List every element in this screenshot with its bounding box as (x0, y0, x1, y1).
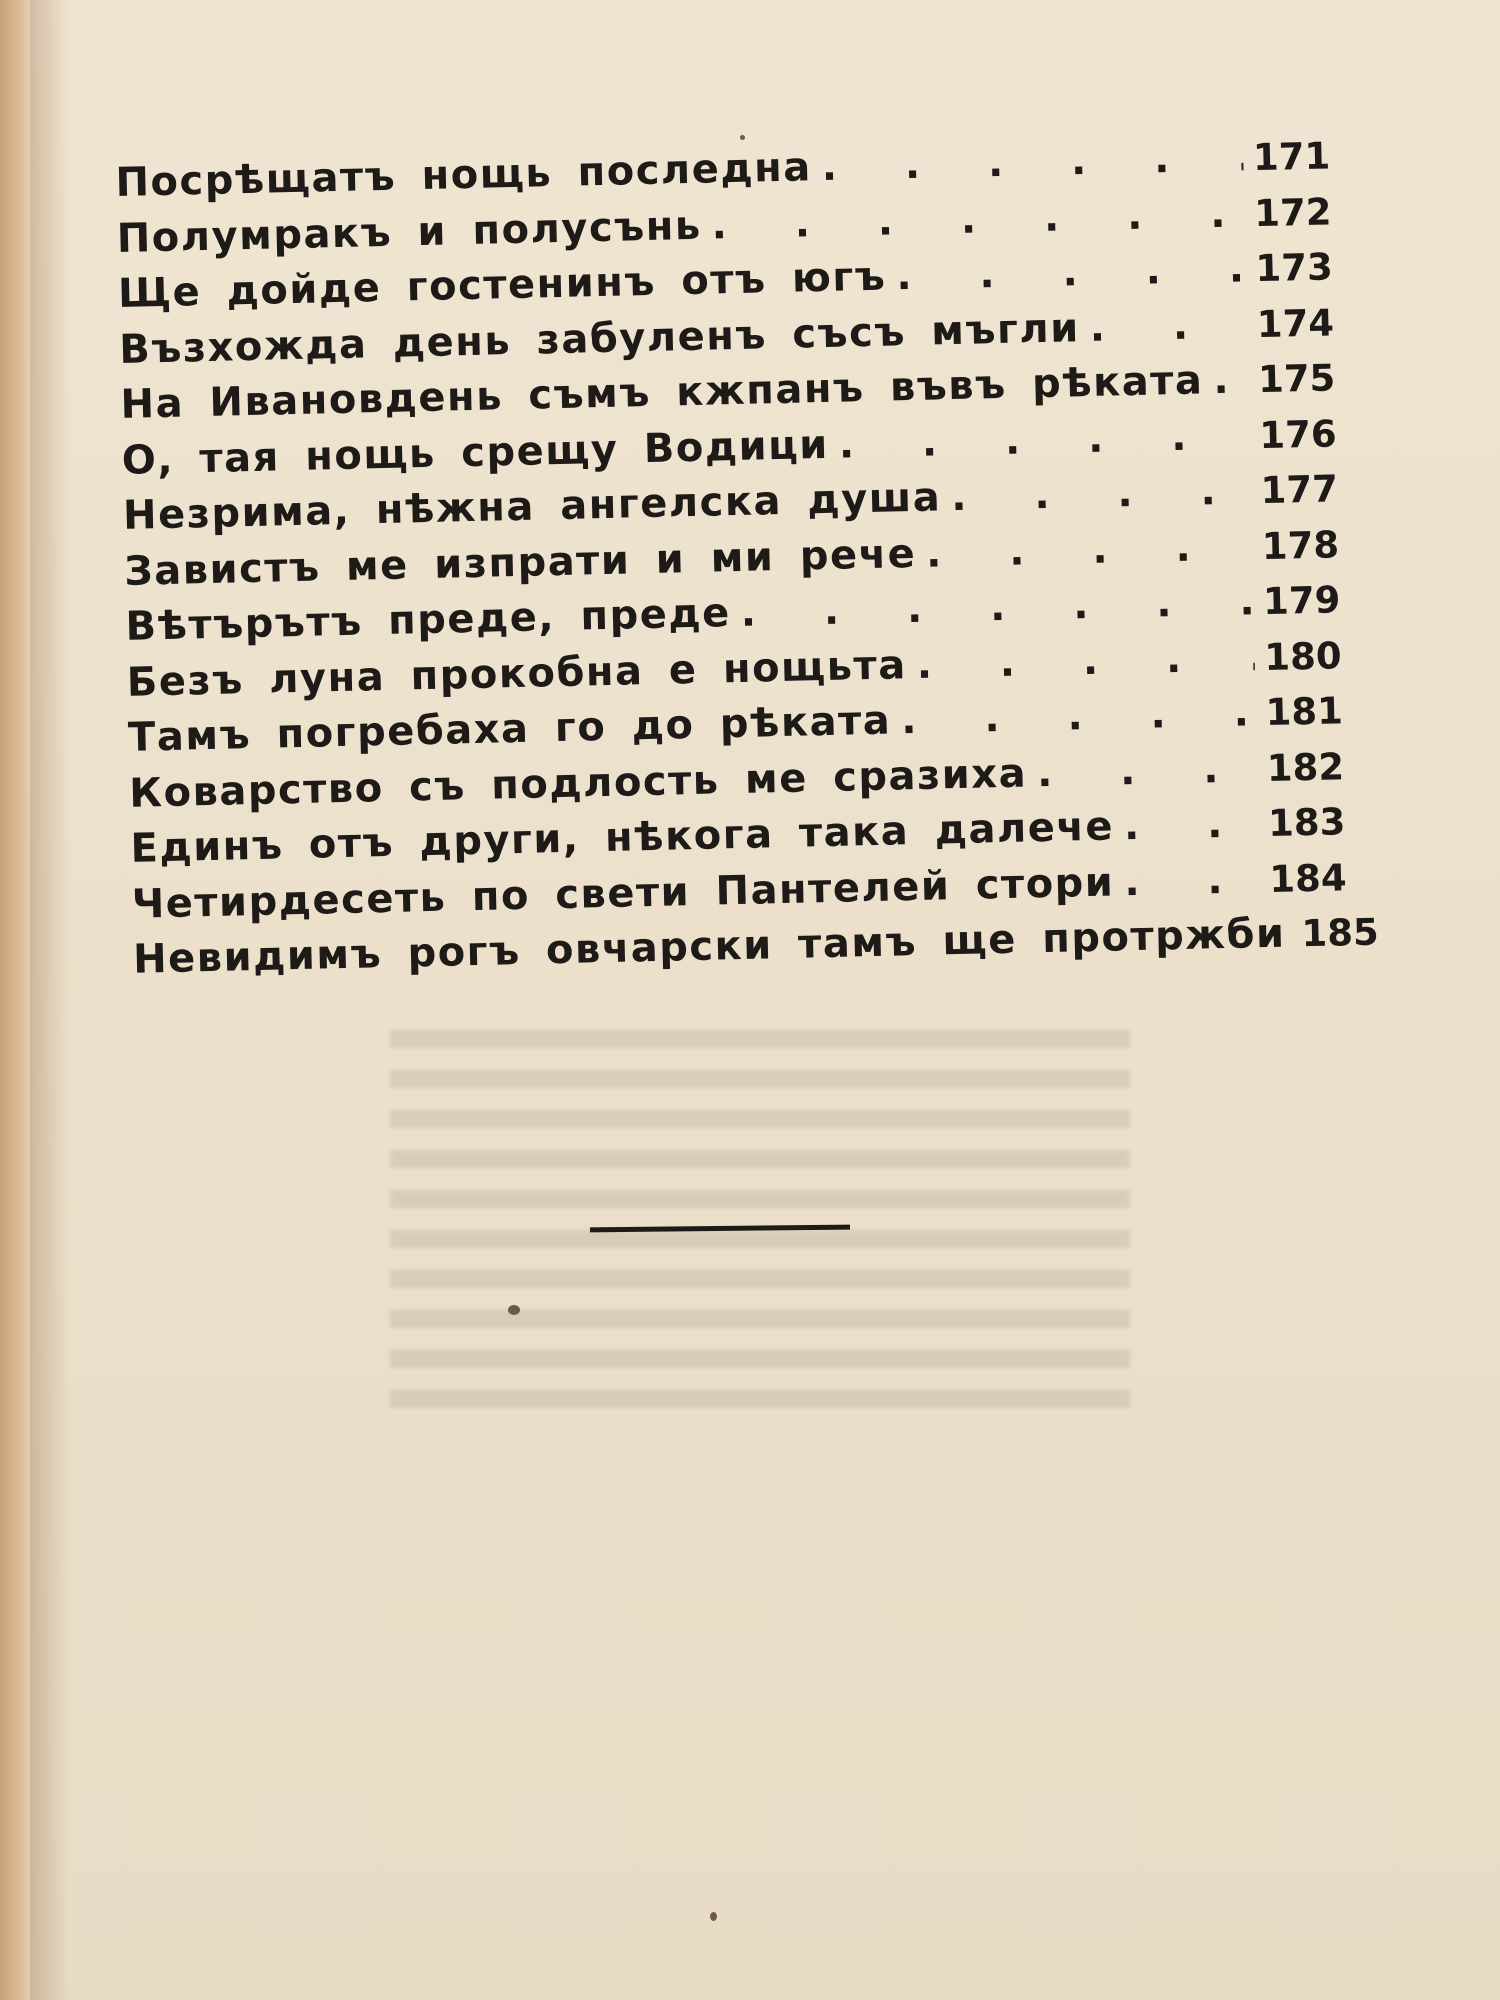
toc-dot-leader (926, 523, 1253, 576)
toc-dot-leader (821, 134, 1243, 190)
toc-entry-page: 173 (1255, 245, 1334, 291)
toc-entry-page: 184 (1268, 855, 1348, 901)
toc-entry-title: Тамъ погребаха го до рѣката (127, 697, 892, 761)
toc-entry-title: Четирдесеть по свети Пантелей стори (131, 859, 1115, 928)
paper-speck (508, 1305, 520, 1315)
toc-entry-title: О, тая нощь срещу Водици (121, 421, 830, 484)
toc-entry-page: 172 (1253, 189, 1332, 235)
toc-entry-page: 171 (1252, 134, 1331, 180)
toc-entry-page: 185 (1300, 910, 1380, 956)
paper-speck (710, 1912, 717, 1921)
toc-dot-leader (901, 689, 1256, 743)
toc-entry-title: Посрѣщатъ нощь последна (115, 144, 813, 206)
toc-entry-page: 182 (1266, 744, 1345, 790)
toc-entry-title: Завистъ ме изпрати и ми рече (123, 530, 917, 595)
toc-entry-page: 178 (1261, 522, 1340, 568)
toc-dot-leader (1089, 301, 1247, 351)
book-spine-shadow (0, 0, 30, 2000)
toc-dot-leader (1037, 745, 1258, 796)
toc-entry-page: 183 (1267, 800, 1346, 846)
toc-entry-title: Възхожда день забуленъ съсъ мъгли (118, 304, 1081, 373)
toc-entry-title: Безъ луна прокобна е нощьта (126, 641, 908, 706)
toc-entry-page: 176 (1258, 411, 1338, 457)
toc-dot-leader (1124, 856, 1260, 905)
toc-entry-page: 179 (1262, 578, 1341, 624)
toc-entry-title: На Ивановдень съмъ кжпанъ въвъ рѣката (120, 357, 1204, 428)
toc-dot-leader (1123, 800, 1258, 849)
paper-speck (740, 135, 745, 140)
toc-entry-page: 177 (1260, 467, 1339, 513)
toc-entry-title: Невидимъ рогъ овчарски тамъ ще протржби (132, 910, 1286, 983)
toc-entry-title: Вѣтърътъ преде, преде (125, 590, 732, 650)
bleed-through-text (390, 1030, 1130, 1410)
toc-dot-leader (896, 245, 1246, 299)
toc-entry-title: Единъ отъ други, нѣкога така далече (130, 803, 1115, 872)
toc-entry-page: 180 (1263, 633, 1343, 679)
toc-entry-page: 175 (1257, 356, 1336, 402)
toc-entry-page: 174 (1256, 300, 1335, 346)
toc-entry-title: Незрима, нѣжна ангелска душа (122, 474, 942, 539)
toc-entry-page: 181 (1265, 689, 1344, 735)
toc-dot-leader (916, 634, 1255, 688)
toc-entry-title: Коварство съ подлость ме сразиха (128, 749, 1028, 817)
toc-entry-title: Ще дойде гостенинъ отъ югъ (117, 253, 887, 317)
toc-dot-leader (1213, 356, 1249, 403)
toc-dot-leader (1293, 910, 1294, 956)
toc-dot-leader (838, 412, 1250, 467)
table-of-contents (115, 132, 1380, 992)
toc-dot-leader (951, 467, 1251, 520)
toc-entry-title: Полумракъ и полусънь (116, 202, 703, 262)
